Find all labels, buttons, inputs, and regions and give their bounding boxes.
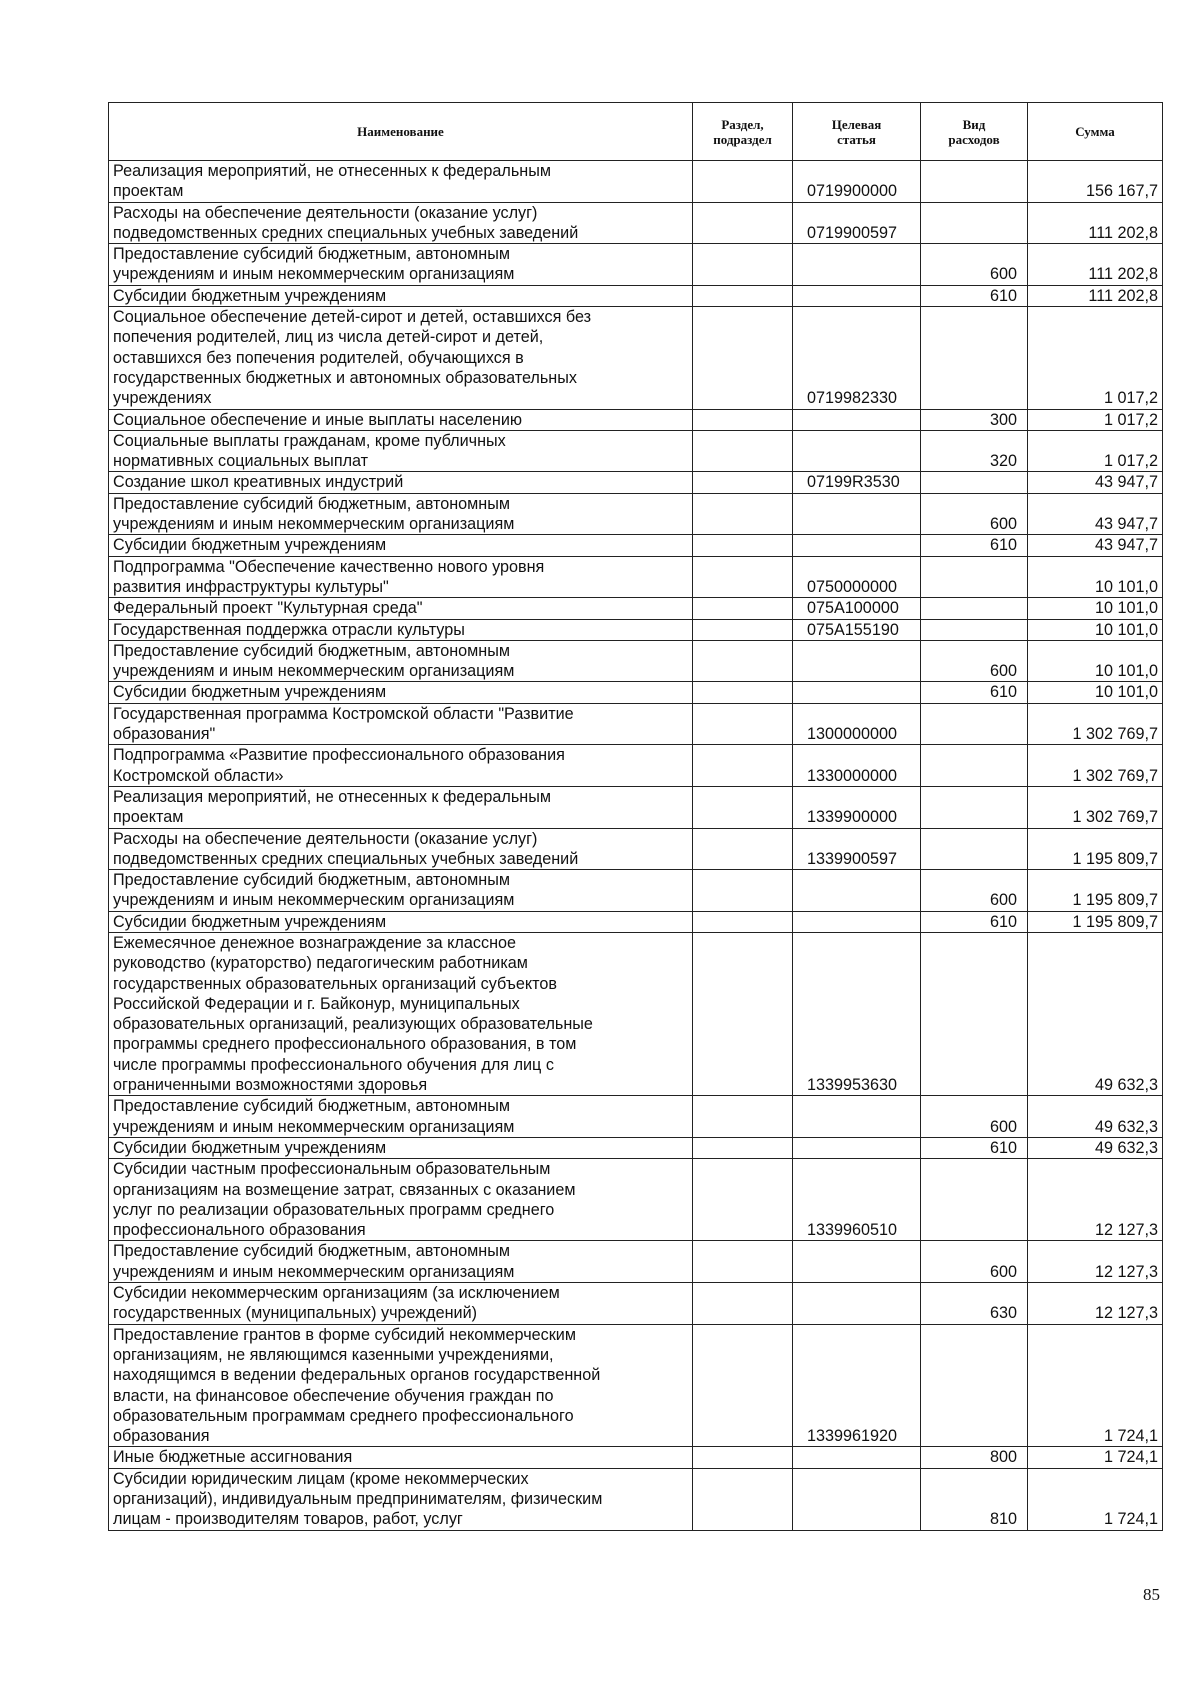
cell-target-code: [793, 1096, 921, 1138]
cell-name: Реализация мероприятий, не отнесенных к федеральным проектам: [109, 161, 693, 203]
header-name: Наименование: [109, 103, 693, 161]
cell-expense-type: [921, 745, 1028, 787]
table-row: [109, 703, 1163, 745]
cell-razdel: [693, 911, 793, 932]
cell-amount: 49 632,3: [1028, 932, 1163, 1095]
cell-target-code: [793, 911, 921, 932]
cell-target-code: 075A100000: [793, 598, 921, 619]
cell-amount: 1 195 809,7: [1028, 828, 1163, 870]
cell-amount: 156 167,7: [1028, 161, 1163, 203]
cell-target-code: [793, 1241, 921, 1283]
cell-razdel: [693, 472, 793, 493]
cell-expense-type: [921, 1159, 1028, 1241]
cell-target-code: [793, 1283, 921, 1325]
cell-target-code: 0750000000: [793, 556, 921, 598]
cell-razdel: [693, 598, 793, 619]
cell-name: Социальные выплаты гражданам, кроме публичных нормативных социальных выплат: [109, 430, 693, 472]
cell-name: Государственная программа Костромской области "Развитие образования": [109, 703, 693, 745]
cell-target-code: 0719900000: [793, 161, 921, 203]
cell-name: Государственная поддержка отрасли культуры: [109, 619, 693, 640]
cell-name: Реализация мероприятий, не отнесенных к федеральным проектам: [109, 786, 693, 828]
cell-target-code: 1300000000: [793, 703, 921, 745]
cell-expense-type: 600: [921, 244, 1028, 286]
cell-razdel: [693, 430, 793, 472]
cell-name: Ежемесячное денежное вознаграждение за классное руководство (кураторство) педагогическим работникам государственных образовательных организаций субъектов Российской Федерации и г. Байконур, муниципальных образовательных организаций, реализующих образовательные программы среднего профессионального образования, в том числе программы профессионального обучения для лиц с ограниченными возможностями здоровья: [109, 932, 693, 1095]
cell-name: Подпрограмма «Развитие профессионального образования Костромской области»: [109, 745, 693, 787]
cell-expense-type: 600: [921, 1096, 1028, 1138]
cell-razdel: [693, 307, 793, 409]
cell-razdel: [693, 1324, 793, 1447]
cell-target-code: 07199R3530: [793, 472, 921, 493]
cell-expense-type: 300: [921, 409, 1028, 430]
table-row: [109, 1283, 1163, 1325]
cell-target-code: [793, 493, 921, 535]
cell-target-code: [793, 430, 921, 472]
cell-razdel: [693, 1447, 793, 1468]
cell-amount: 1 302 769,7: [1028, 786, 1163, 828]
table-row: [109, 472, 1163, 493]
cell-name: Федеральный проект "Культурная среда": [109, 598, 693, 619]
cell-expense-type: 610: [921, 285, 1028, 306]
table-row: [109, 786, 1163, 828]
table-row: [109, 1137, 1163, 1158]
cell-razdel: [693, 1468, 793, 1530]
cell-name: Предоставление субсидий бюджетным, автономным учреждениям и иным некоммерческим организациям: [109, 870, 693, 912]
cell-target-code: 1339961920: [793, 1324, 921, 1447]
cell-expense-type: [921, 556, 1028, 598]
header-row: [109, 103, 1163, 161]
cell-name: Создание школ креативных индустрий: [109, 472, 693, 493]
cell-expense-type: [921, 932, 1028, 1095]
cell-amount: 1 017,2: [1028, 307, 1163, 409]
cell-name: Субсидии частным профессиональным образовательным организациям на возмещение затрат, связанных с оказанием услуг по реализации образовательных программ среднего профессионального образования: [109, 1159, 693, 1241]
cell-amount: 1 195 809,7: [1028, 870, 1163, 912]
cell-razdel: [693, 786, 793, 828]
cell-target-code: [793, 682, 921, 703]
cell-target-code: [793, 870, 921, 912]
cell-amount: 1 017,2: [1028, 430, 1163, 472]
cell-razdel: [693, 535, 793, 556]
cell-name: Субсидии юридическим лицам (кроме некоммерческих организаций), индивидуальным предпринимателям, физическим лицам - производителям товаров, работ, услуг: [109, 1468, 693, 1530]
cell-amount: 12 127,3: [1028, 1159, 1163, 1241]
cell-name: Предоставление грантов в форме субсидий некоммерческим организациям, не являющимся казенными учреждениями, находящимся в ведении федеральных органов государственной власти, на финансовое обеспечение обучения граждан по образовательным программам среднего профессионального образования: [109, 1324, 693, 1447]
cell-name: Предоставление субсидий бюджетным, автономным учреждениям и иным некоммерческим организациям: [109, 493, 693, 535]
table-row: [109, 828, 1163, 870]
cell-expense-type: [921, 472, 1028, 493]
cell-name: Субсидии бюджетным учреждениям: [109, 285, 693, 306]
cell-expense-type: [921, 786, 1028, 828]
cell-amount: 1 017,2: [1028, 409, 1163, 430]
cell-razdel: [693, 932, 793, 1095]
cell-name: Субсидии некоммерческим организациям (за исключением государственных (муниципальных) учреждений): [109, 1283, 693, 1325]
cell-razdel: [693, 870, 793, 912]
cell-target-code: [793, 244, 921, 286]
cell-name: Предоставление субсидий бюджетным, автономным учреждениям и иным некоммерческим организациям: [109, 640, 693, 682]
cell-expense-type: [921, 703, 1028, 745]
cell-name: Социальное обеспечение и иные выплаты населению: [109, 409, 693, 430]
cell-target-code: [793, 285, 921, 306]
table-row: [109, 932, 1163, 1095]
cell-amount: 1 302 769,7: [1028, 703, 1163, 745]
cell-expense-type: 800: [921, 1447, 1028, 1468]
cell-target-code: [793, 1137, 921, 1158]
cell-target-code: 1339900597: [793, 828, 921, 870]
cell-target-code: [793, 535, 921, 556]
cell-amount: 1 724,1: [1028, 1324, 1163, 1447]
cell-expense-type: [921, 828, 1028, 870]
cell-razdel: [693, 1159, 793, 1241]
cell-name: Субсидии бюджетным учреждениям: [109, 682, 693, 703]
cell-razdel: [693, 1096, 793, 1138]
table-row: [109, 870, 1163, 912]
cell-name: Субсидии бюджетным учреждениям: [109, 1137, 693, 1158]
cell-razdel: [693, 828, 793, 870]
table-row: [109, 1447, 1163, 1468]
cell-amount: 12 127,3: [1028, 1241, 1163, 1283]
cell-razdel: [693, 703, 793, 745]
table-row: [109, 285, 1163, 306]
header-razdel: Раздел, подраздел: [693, 103, 793, 161]
cell-amount: 10 101,0: [1028, 556, 1163, 598]
table-row: [109, 161, 1163, 203]
cell-name: Предоставление субсидий бюджетным, автономным учреждениям и иным некоммерческим организациям: [109, 1241, 693, 1283]
cell-razdel: [693, 244, 793, 286]
cell-razdel: [693, 1283, 793, 1325]
cell-amount: 12 127,3: [1028, 1283, 1163, 1325]
cell-expense-type: [921, 1324, 1028, 1447]
cell-expense-type: 610: [921, 1137, 1028, 1158]
cell-razdel: [693, 285, 793, 306]
cell-razdel: [693, 202, 793, 244]
cell-amount: 1 724,1: [1028, 1468, 1163, 1530]
cell-amount: 10 101,0: [1028, 682, 1163, 703]
cell-name: Подпрограмма "Обеспечение качественно нового уровня развития инфраструктуры культуры": [109, 556, 693, 598]
table-body: [109, 161, 1163, 1531]
cell-target-code: [793, 640, 921, 682]
cell-amount: 49 632,3: [1028, 1096, 1163, 1138]
table-row: [109, 409, 1163, 430]
cell-expense-type: 610: [921, 682, 1028, 703]
cell-expense-type: 600: [921, 870, 1028, 912]
table-row: [109, 745, 1163, 787]
cell-name: Иные бюджетные ассигнования: [109, 1447, 693, 1468]
table-row: [109, 244, 1163, 286]
table-row: [109, 640, 1163, 682]
table-row: [109, 1241, 1163, 1283]
cell-amount: 10 101,0: [1028, 598, 1163, 619]
cell-expense-type: 600: [921, 493, 1028, 535]
cell-target-code: 1339900000: [793, 786, 921, 828]
table-row: [109, 493, 1163, 535]
cell-expense-type: [921, 161, 1028, 203]
cell-amount: 43 947,7: [1028, 493, 1163, 535]
table-row: [109, 619, 1163, 640]
cell-expense-type: [921, 202, 1028, 244]
budget-table: [108, 102, 1163, 1531]
cell-amount: 1 195 809,7: [1028, 911, 1163, 932]
cell-razdel: [693, 619, 793, 640]
cell-amount: 49 632,3: [1028, 1137, 1163, 1158]
cell-expense-type: [921, 598, 1028, 619]
cell-amount: 111 202,8: [1028, 202, 1163, 244]
cell-expense-type: 320: [921, 430, 1028, 472]
header-summa: Сумма: [1028, 103, 1163, 161]
cell-name: Расходы на обеспечение деятельности (оказание услуг) подведомственных средних специальных учебных заведений: [109, 202, 693, 244]
table-row: [109, 598, 1163, 619]
table-row: [109, 1096, 1163, 1138]
table-row: [109, 1468, 1163, 1530]
cell-razdel: [693, 682, 793, 703]
cell-razdel: [693, 556, 793, 598]
cell-target-code: 1339953630: [793, 932, 921, 1095]
cell-amount: 10 101,0: [1028, 640, 1163, 682]
cell-target-code: [793, 409, 921, 430]
cell-razdel: [693, 1137, 793, 1158]
cell-target-code: 1330000000: [793, 745, 921, 787]
table-row: [109, 556, 1163, 598]
cell-razdel: [693, 409, 793, 430]
table-row: [109, 911, 1163, 932]
cell-amount: 10 101,0: [1028, 619, 1163, 640]
cell-expense-type: 600: [921, 1241, 1028, 1283]
cell-amount: 43 947,7: [1028, 472, 1163, 493]
cell-name: Расходы на обеспечение деятельности (оказание услуг) подведомственных средних специальных учебных заведений: [109, 828, 693, 870]
table-row: [109, 1159, 1163, 1241]
cell-razdel: [693, 1241, 793, 1283]
table-header: [109, 103, 1163, 161]
table-row: [109, 202, 1163, 244]
cell-expense-type: 600: [921, 640, 1028, 682]
cell-expense-type: 610: [921, 911, 1028, 932]
table-row: [109, 430, 1163, 472]
cell-amount: 111 202,8: [1028, 244, 1163, 286]
cell-target-code: 0719900597: [793, 202, 921, 244]
header-celevaya: Целевая статья: [793, 103, 921, 161]
cell-razdel: [693, 640, 793, 682]
cell-amount: 111 202,8: [1028, 285, 1163, 306]
table-row: [109, 1324, 1163, 1447]
cell-expense-type: [921, 307, 1028, 409]
cell-expense-type: 630: [921, 1283, 1028, 1325]
cell-razdel: [693, 745, 793, 787]
cell-target-code: 075A155190: [793, 619, 921, 640]
cell-razdel: [693, 493, 793, 535]
cell-expense-type: [921, 619, 1028, 640]
cell-target-code: [793, 1468, 921, 1530]
cell-target-code: 0719982330: [793, 307, 921, 409]
cell-razdel: [693, 161, 793, 203]
header-vid: Вид расходов: [921, 103, 1028, 161]
table-row: [109, 535, 1163, 556]
table-row: [109, 307, 1163, 409]
cell-name: Субсидии бюджетным учреждениям: [109, 535, 693, 556]
cell-target-code: 1339960510: [793, 1159, 921, 1241]
cell-name: Предоставление субсидий бюджетным, автономным учреждениям и иным некоммерческим организациям: [109, 1096, 693, 1138]
cell-amount: 43 947,7: [1028, 535, 1163, 556]
cell-amount: 1 724,1: [1028, 1447, 1163, 1468]
cell-expense-type: 610: [921, 535, 1028, 556]
page-number: 85: [1143, 1585, 1160, 1604]
cell-name: Социальное обеспечение детей-сирот и детей, оставшихся без попечения родителей, лиц из числа детей-сирот и детей, оставшихся без попечения родителей, обучающихся в государственных бюджетных и автономных образовательных учреждениях: [109, 307, 693, 409]
cell-name: Предоставление субсидий бюджетным, автономным учреждениям и иным некоммерческим организациям: [109, 244, 693, 286]
table-row: [109, 682, 1163, 703]
cell-target-code: [793, 1447, 921, 1468]
cell-name: Субсидии бюджетным учреждениям: [109, 911, 693, 932]
cell-amount: 1 302 769,7: [1028, 745, 1163, 787]
cell-expense-type: 810: [921, 1468, 1028, 1530]
